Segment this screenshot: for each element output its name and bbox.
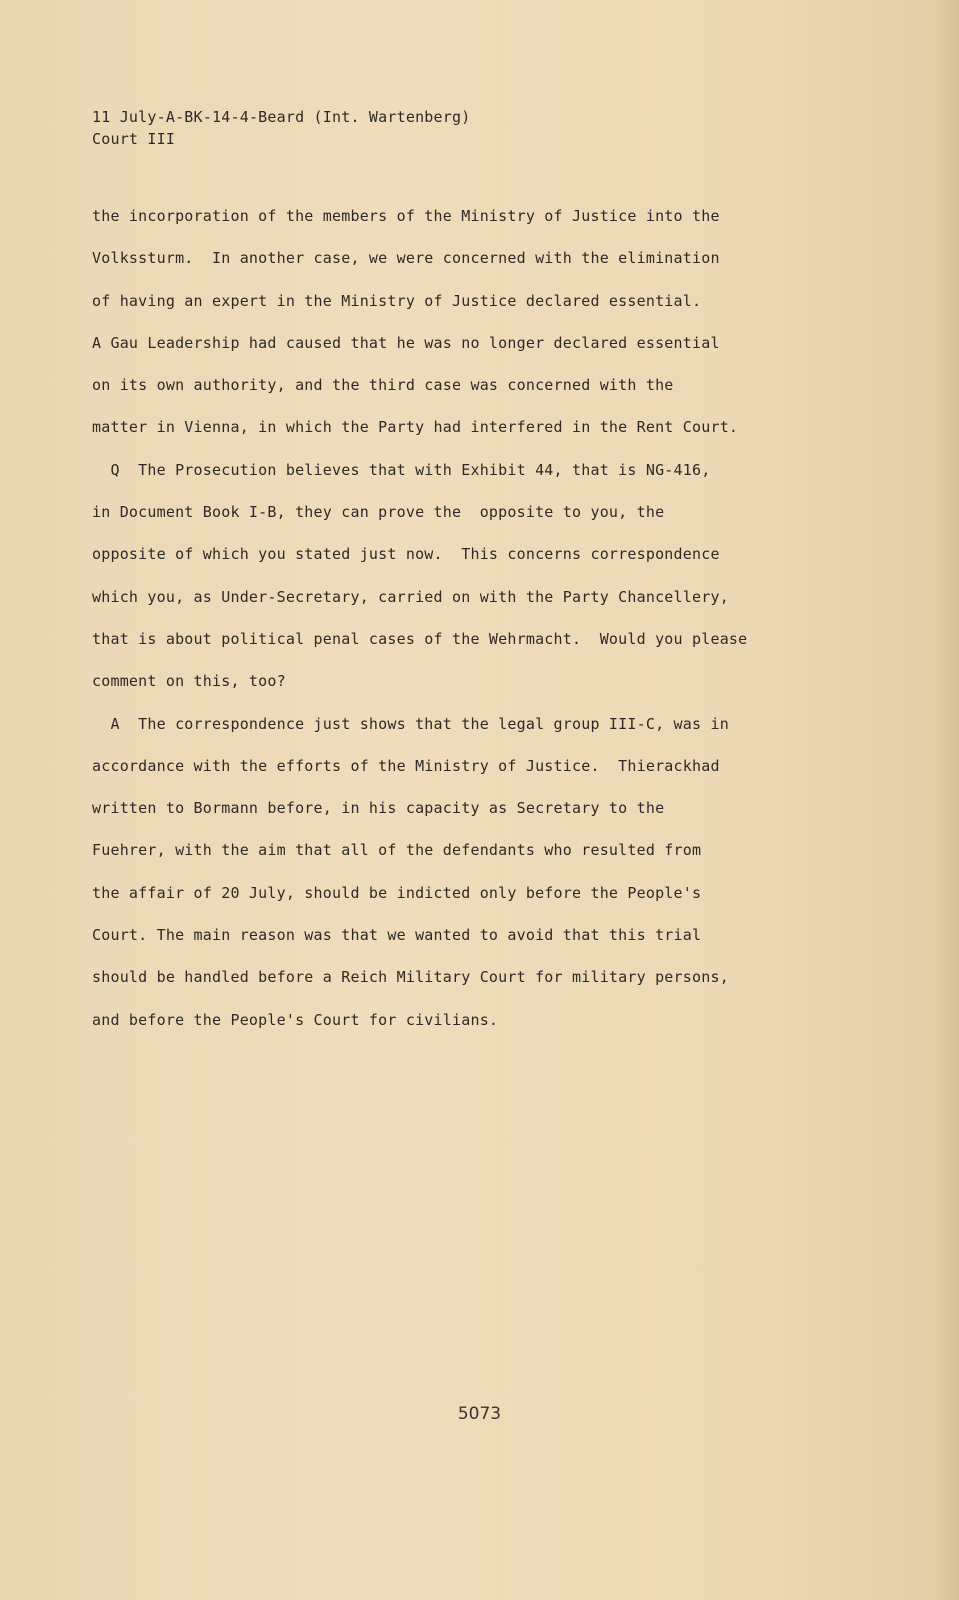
text-line: matter in Vienna, in which the Party had interfered in the Rent Court. (92, 418, 739, 437)
text-line: on its own authority, and the third case was concerned with the (92, 376, 674, 395)
header-line-1: 11 July-A-BK-14-4-Beard (Int. Wartenberg) (92, 108, 471, 126)
text-line: the affair of 20 July, should be indicted only before the People's (92, 883, 702, 902)
text-line: accordance with the efforts of the Ministry of Justice. Thierackhad (92, 756, 720, 775)
question-line: Q The Prosecution believes that with Exhibit 44, that is NG-416, (92, 460, 711, 479)
text-line: that is about political penal cases of the Wehrmacht. Would you please (92, 629, 748, 648)
text-line: and before the People's Court for civilians. (92, 1010, 499, 1029)
page-number: 5073 (457, 1404, 502, 1424)
text-line: which you, as Under-Secretary, carried on with the Party Chancellery, (92, 587, 729, 606)
text-line: the incorporation of the members of the Ministry of Justice into the (92, 207, 720, 225)
answer-line: A The correspondence just shows that the legal group III-C, was in (92, 714, 729, 733)
page-edge-shadow (937, 0, 959, 1600)
text-line: comment on this, too? (92, 672, 286, 691)
transcript-body (92, 205, 932, 1051)
text-line: Fuehrer, with the aim that all of the defendants who resulted from (92, 841, 702, 860)
document-header (92, 106, 470, 150)
text-line: in Document Book I-B, they can prove the opposite to you, the (92, 503, 665, 522)
text-line: should be handled before a Reich Military Court for military persons, (92, 968, 729, 987)
text-line: Court. The main reason was that we wanted to avoid that this trial (92, 926, 702, 945)
text-line: opposite of which you stated just now. This concerns correspondence (92, 545, 720, 564)
text-line: written to Bormann before, in his capacity as Secretary to the (92, 799, 665, 818)
text-line: Volkssturm. In another case, we were concerned with the elimination (92, 249, 720, 268)
text-line: of having an expert in the Ministry of Justice declared essential. (92, 291, 702, 310)
text-line: A Gau Leadership had caused that he was no longer declared essential (92, 333, 720, 352)
header-line-2: Court III (92, 130, 176, 148)
